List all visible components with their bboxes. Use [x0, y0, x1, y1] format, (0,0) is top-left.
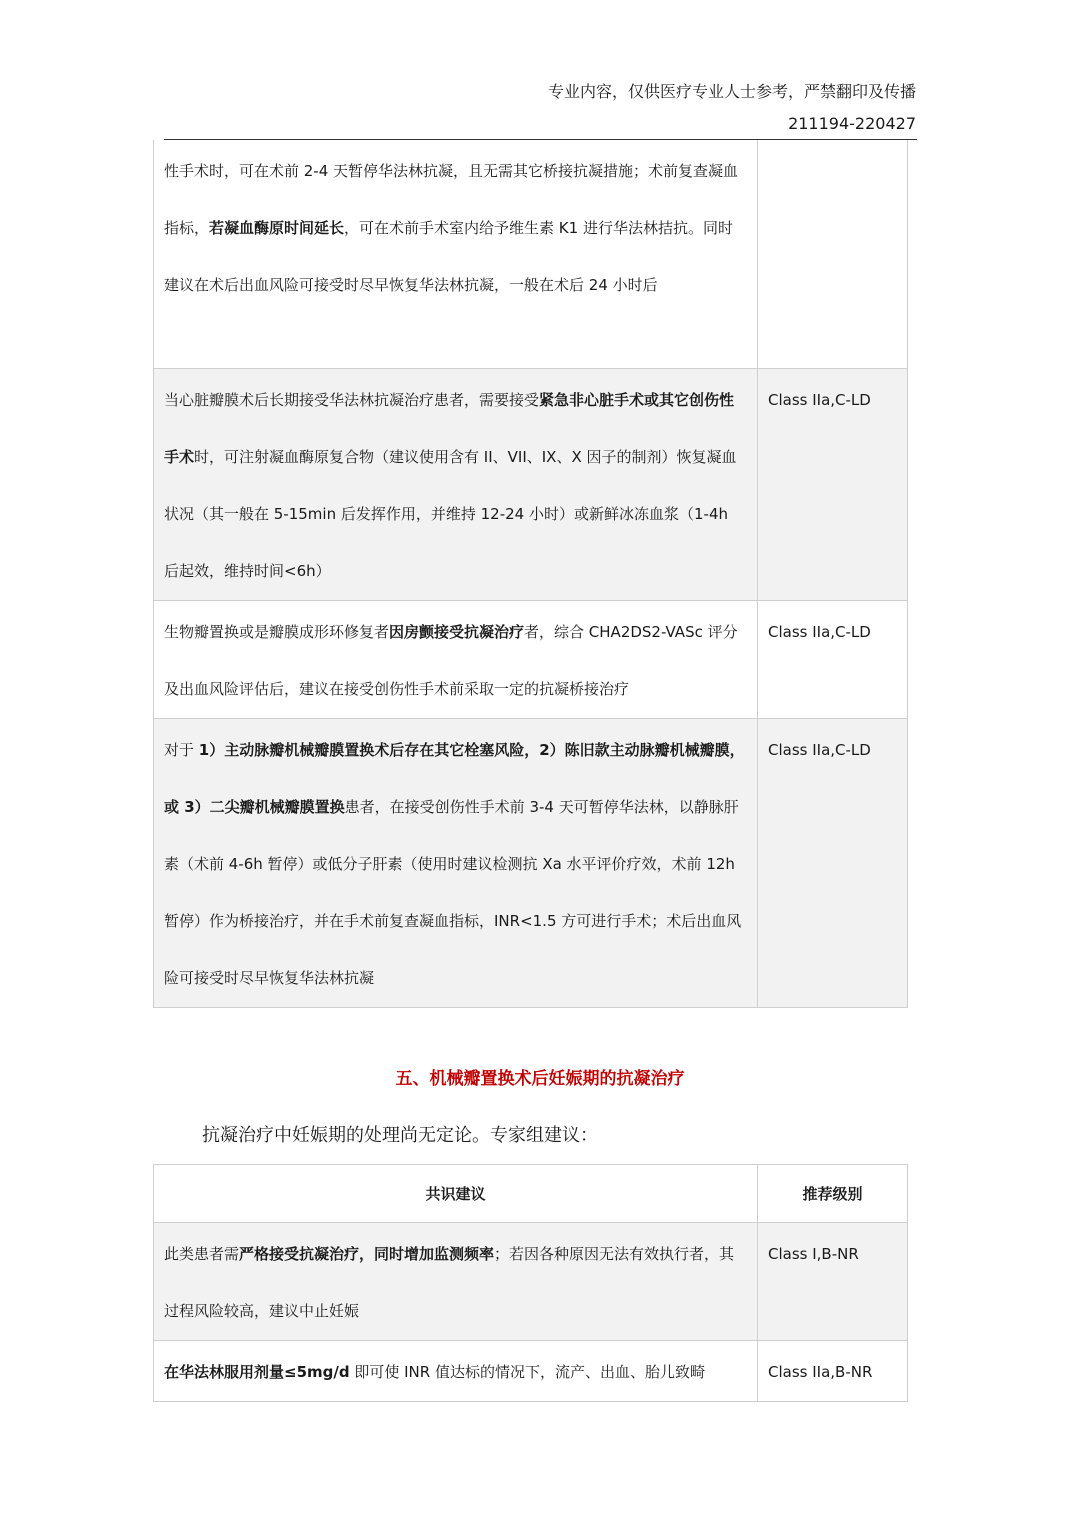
- text-segment: 时，可注射凝血酶原复合物（建议使用含有 II、VII、IX、X 因子的制剂）恢复凝血状况（其一般在 5-15min 后发挥作用，并维持 12-24 小时）或新鲜冰冻血浆（1-4h 后起效，维持时间<6h）: [164, 448, 737, 580]
- table-row: [154, 1223, 908, 1341]
- table-row: [154, 140, 908, 369]
- text-segment: 性手术时，可在术前 2-4 天暂停华法林抗凝，且无需其它桥接抗凝措施；术前复查凝血指标，: [164, 162, 739, 237]
- emphasis-text: 因房颤接受抗凝治疗: [389, 623, 525, 641]
- pregnancy-recommendation-table: [153, 1164, 908, 1402]
- text-segment: 即可使 INR 值达标的情况下，流产、出血、胎儿致畸: [349, 1363, 705, 1381]
- text-segment: ，可在术前手术室内给予维生素 K1 进行华法林拮抗。同时建议在术后出血风险可接受时尽早恢复华法林抗凝，一般在术后 24 小时后: [164, 219, 733, 294]
- recommendation-table-continued: [153, 140, 908, 1008]
- recommendation-grade: Class IIa,B-NR: [768, 1363, 873, 1381]
- emphasis-text: 在华法林服用剂量≤5mg/d: [164, 1363, 350, 1381]
- copyright-notice: 专业内容，仅供医疗专业人士参考，严禁翻印及传播: [547, 82, 916, 101]
- recommendation-text: [154, 719, 757, 1007]
- text-segment: 患者，在接受创伤性手术前 3-4 天可暂停华法林，以静脉肝素（术前 4-6h 暂停）或低分子肝素（使用时建议检测抗 Xa 水平评价疗效，术前 12h 暂停）作为桥接治疗，并在手术前复查凝血指标，INR<1.5 方可进行手术；术后出血风险可接受时尽早恢复华法林抗凝: [164, 798, 742, 987]
- column-header-grade: 推荐级别: [758, 1165, 908, 1223]
- section-title: 五、机械瓣置换术后妊娠期的抗凝治疗: [395, 1069, 685, 1089]
- recommendation-text: [154, 140, 757, 314]
- table-row: [154, 601, 908, 719]
- section-intro: 抗凝治疗中妊娠期的处理尚无定论。专家组建议：: [202, 1125, 598, 1146]
- table-row: [154, 1341, 908, 1402]
- recommendation-text: [154, 601, 757, 718]
- emphasis-text: 1）主动脉瓣机械瓣膜置换术后存在其它栓塞风险，2）陈旧款主动脉瓣机械瓣膜，或 3）二尖瓣机械瓣膜置换: [164, 741, 745, 816]
- emphasis-text: 若凝血酶原时间延长: [209, 219, 345, 237]
- emphasis-text: 紧急非心脏手术或其它创伤性手术: [164, 391, 735, 466]
- recommendation-grade: Class IIa,C-LD: [768, 391, 871, 409]
- text-segment: 对于: [164, 741, 199, 759]
- recommendation-text: [154, 369, 757, 600]
- text-segment: 此类患者需: [164, 1245, 240, 1263]
- recommendation-grade: Class IIa,C-LD: [768, 741, 871, 759]
- text-segment: 者，综合 CHA2DS2-VASc 评分及出血风险评估后，建议在接受创伤性手术前采取一定的抗凝桥接治疗: [164, 623, 738, 698]
- document-code: 211194-220427: [788, 114, 916, 133]
- table-row: [154, 369, 908, 601]
- recommendation-text: [154, 1223, 757, 1340]
- recommendation-grade: [758, 140, 907, 143]
- recommendation-grade: Class IIa,C-LD: [768, 623, 871, 641]
- emphasis-text: 严格接受抗凝治疗，同时增加监测频率: [239, 1245, 495, 1263]
- text-segment: ；若因各种原因无法有效执行者，其过程风险较高，建议中止妊娠: [164, 1245, 735, 1320]
- page-header: [548, 80, 916, 136]
- recommendation-grade: Class I,B-NR: [768, 1245, 859, 1263]
- table-row: [154, 719, 908, 1008]
- text-segment: 生物瓣置换或是瓣膜成形环修复者: [164, 623, 390, 641]
- column-header-recommendation: 共识建议: [154, 1165, 758, 1223]
- text-segment: 当心脏瓣膜术后长期接受华法林抗凝治疗患者，需要接受: [164, 391, 540, 409]
- table-header-row: [154, 1165, 908, 1223]
- recommendation-text: [154, 1341, 757, 1401]
